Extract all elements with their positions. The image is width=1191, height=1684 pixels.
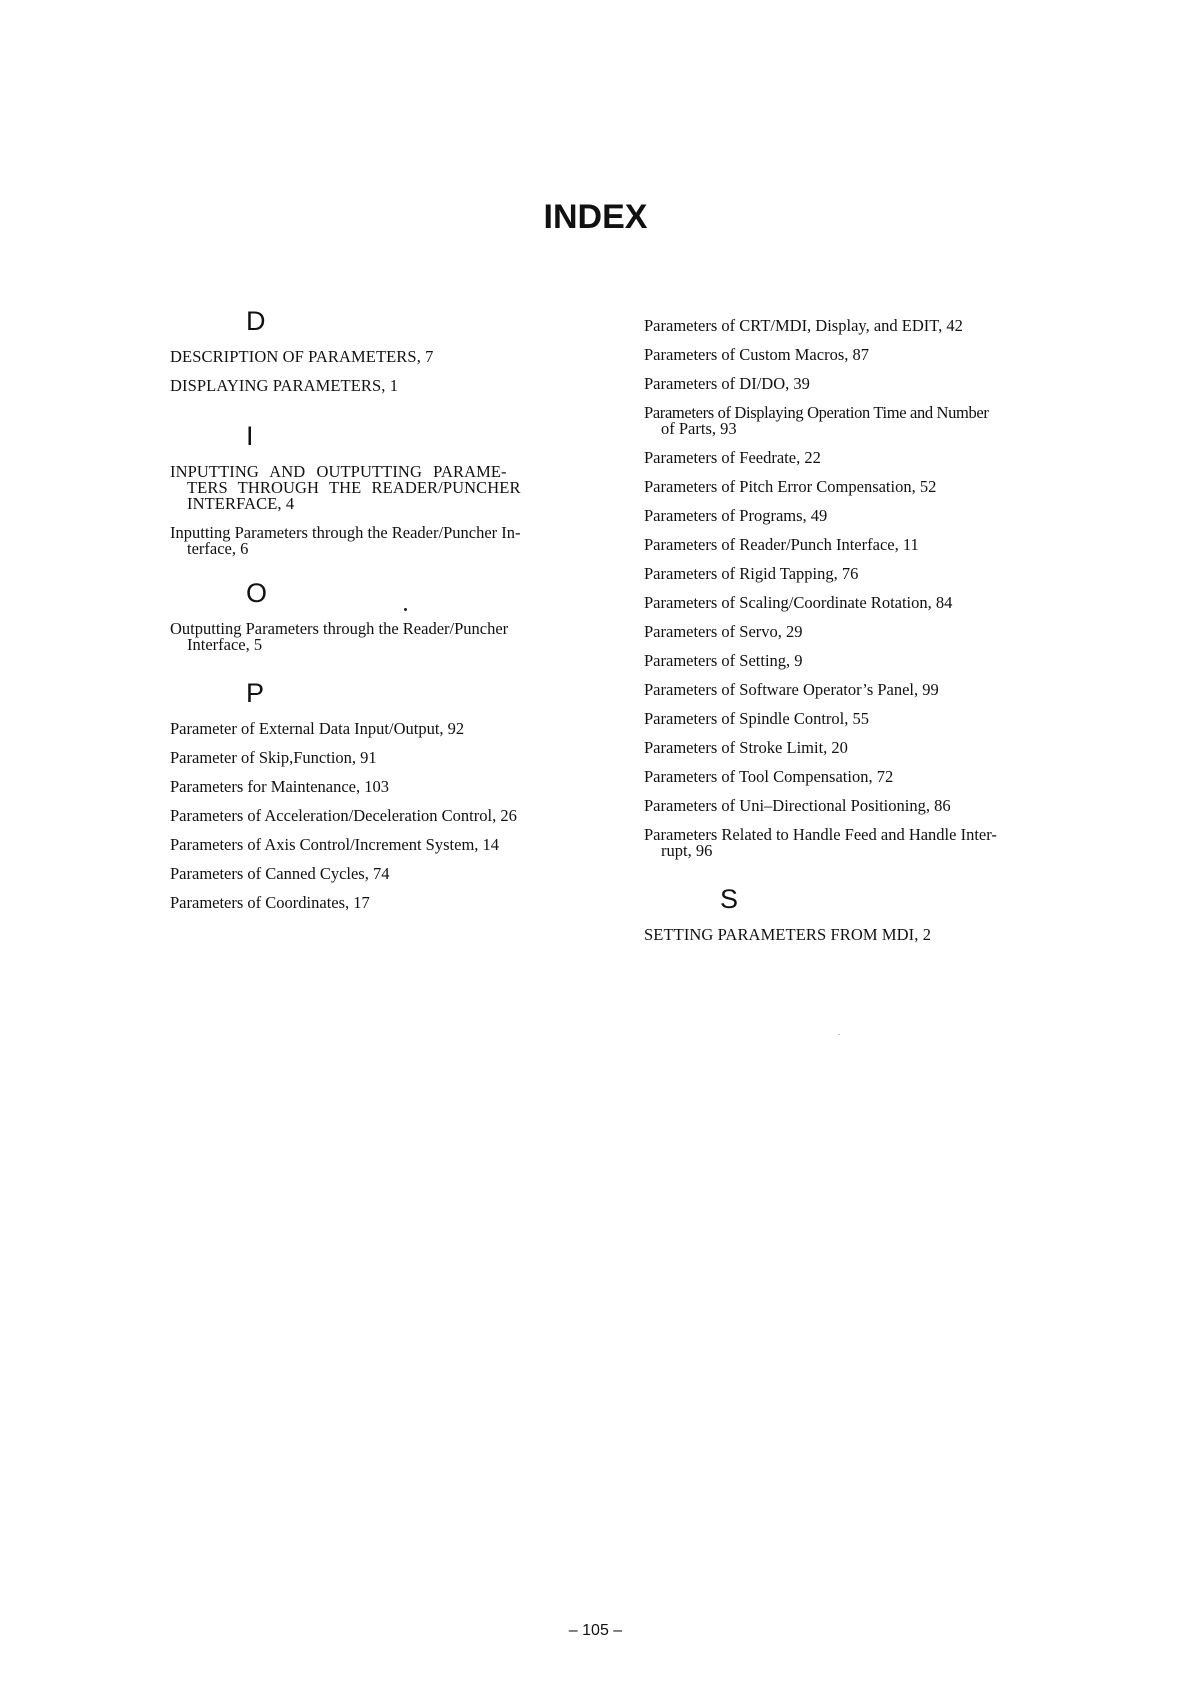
index-entry-line: Parameters of Displaying Operation Time and Number	[644, 403, 989, 422]
index-entry: Parameters for Maintenance, 103	[170, 777, 389, 796]
index-entry: Parameters of CRT/MDI, Display, and EDIT, 42	[644, 316, 963, 335]
index-entry: Parameters of Pitch Error Compensation, 52	[644, 477, 937, 496]
scan-speck	[404, 608, 407, 611]
index-entry	[170, 525, 590, 557]
index-entry: Parameters of DI/DO, 39	[644, 374, 810, 393]
index-entry-line: INPUTTING AND OUTPUTTING PARAME-	[170, 462, 507, 481]
index-entry: Parameters of Reader/Punch Interface, 11	[644, 535, 919, 554]
index-entry: Parameters of Servo, 29	[644, 622, 803, 641]
index-entry: Parameters of Acceleration/Deceleration Control, 26	[170, 806, 517, 825]
index-entry: Parameters of Feedrate, 22	[644, 448, 821, 467]
index-entry: Parameter of Skip,Function, 91	[170, 748, 377, 767]
index-entry: SETTING PARAMETERS FROM MDI, 2	[644, 925, 932, 944]
index-entry	[644, 827, 1069, 859]
index-column-right	[644, 318, 1069, 956]
index-entry: Parameter of External Data Input/Output, 92	[170, 719, 465, 738]
scan-speck	[838, 1034, 840, 1035]
index-entry: Parameters of Uni–Directional Positioning, 86	[644, 796, 951, 815]
index-entry-line: of Parts, 93	[661, 419, 737, 438]
index-entry-line: Interface, 5	[187, 635, 263, 654]
index-entry	[170, 464, 590, 512]
index-entry: DISPLAYING PARAMETERS, 1	[170, 376, 399, 395]
index-entry: Parameters of Axis Control/Increment System, 14	[170, 835, 500, 854]
index-entry: Parameters of Programs, 49	[644, 506, 828, 525]
index-entry: Parameters of Setting, 9	[644, 651, 803, 670]
section-letter-d: D	[246, 306, 266, 336]
index-entry-line: Inputting Parameters through the Reader/Puncher In-	[170, 523, 521, 542]
index-entry: Parameters of Rigid Tapping, 76	[644, 564, 859, 583]
index-entry: Parameters of Custom Macros, 87	[644, 345, 869, 364]
index-entry-line: Outputting Parameters through the Reader/Puncher	[170, 619, 509, 638]
index-entry	[644, 405, 1069, 437]
index-entry: Parameters of Spindle Control, 55	[644, 709, 870, 728]
section-letter-o: O	[246, 578, 268, 608]
index-entry: Parameters of Tool Compensation, 72	[644, 767, 894, 786]
index-entry-line: terface, 6	[187, 539, 249, 558]
section-letter-i: I	[246, 421, 254, 451]
index-entry-line: INTERFACE, 4	[187, 494, 295, 513]
index-entry: Parameters of Stroke Limit, 20	[644, 738, 848, 757]
index-entry-line: TERS THROUGH THE READER/PUNCHER	[187, 478, 521, 497]
index-entry: Parameters of Software Operator’s Panel, 99	[644, 680, 939, 699]
index-entry-line: Parameters Related to Handle Feed and Handle Inter-	[644, 825, 997, 844]
index-entry: Parameters of Scaling/Coordinate Rotation, 84	[644, 593, 953, 612]
index-entry	[170, 621, 590, 653]
page-number: – 105 –	[568, 1622, 623, 1639]
section-letter-p: P	[246, 678, 265, 708]
index-entry: Parameters of Canned Cycles, 74	[170, 864, 390, 883]
page-title: INDEX	[543, 198, 648, 236]
index-entry-line: rupt, 96	[661, 841, 713, 860]
index-column-left	[170, 308, 590, 924]
section-letter-s: S	[720, 884, 739, 914]
index-entry: Parameters of Coordinates, 17	[170, 893, 370, 912]
index-entry: DESCRIPTION OF PARAMETERS, 7	[170, 347, 434, 366]
